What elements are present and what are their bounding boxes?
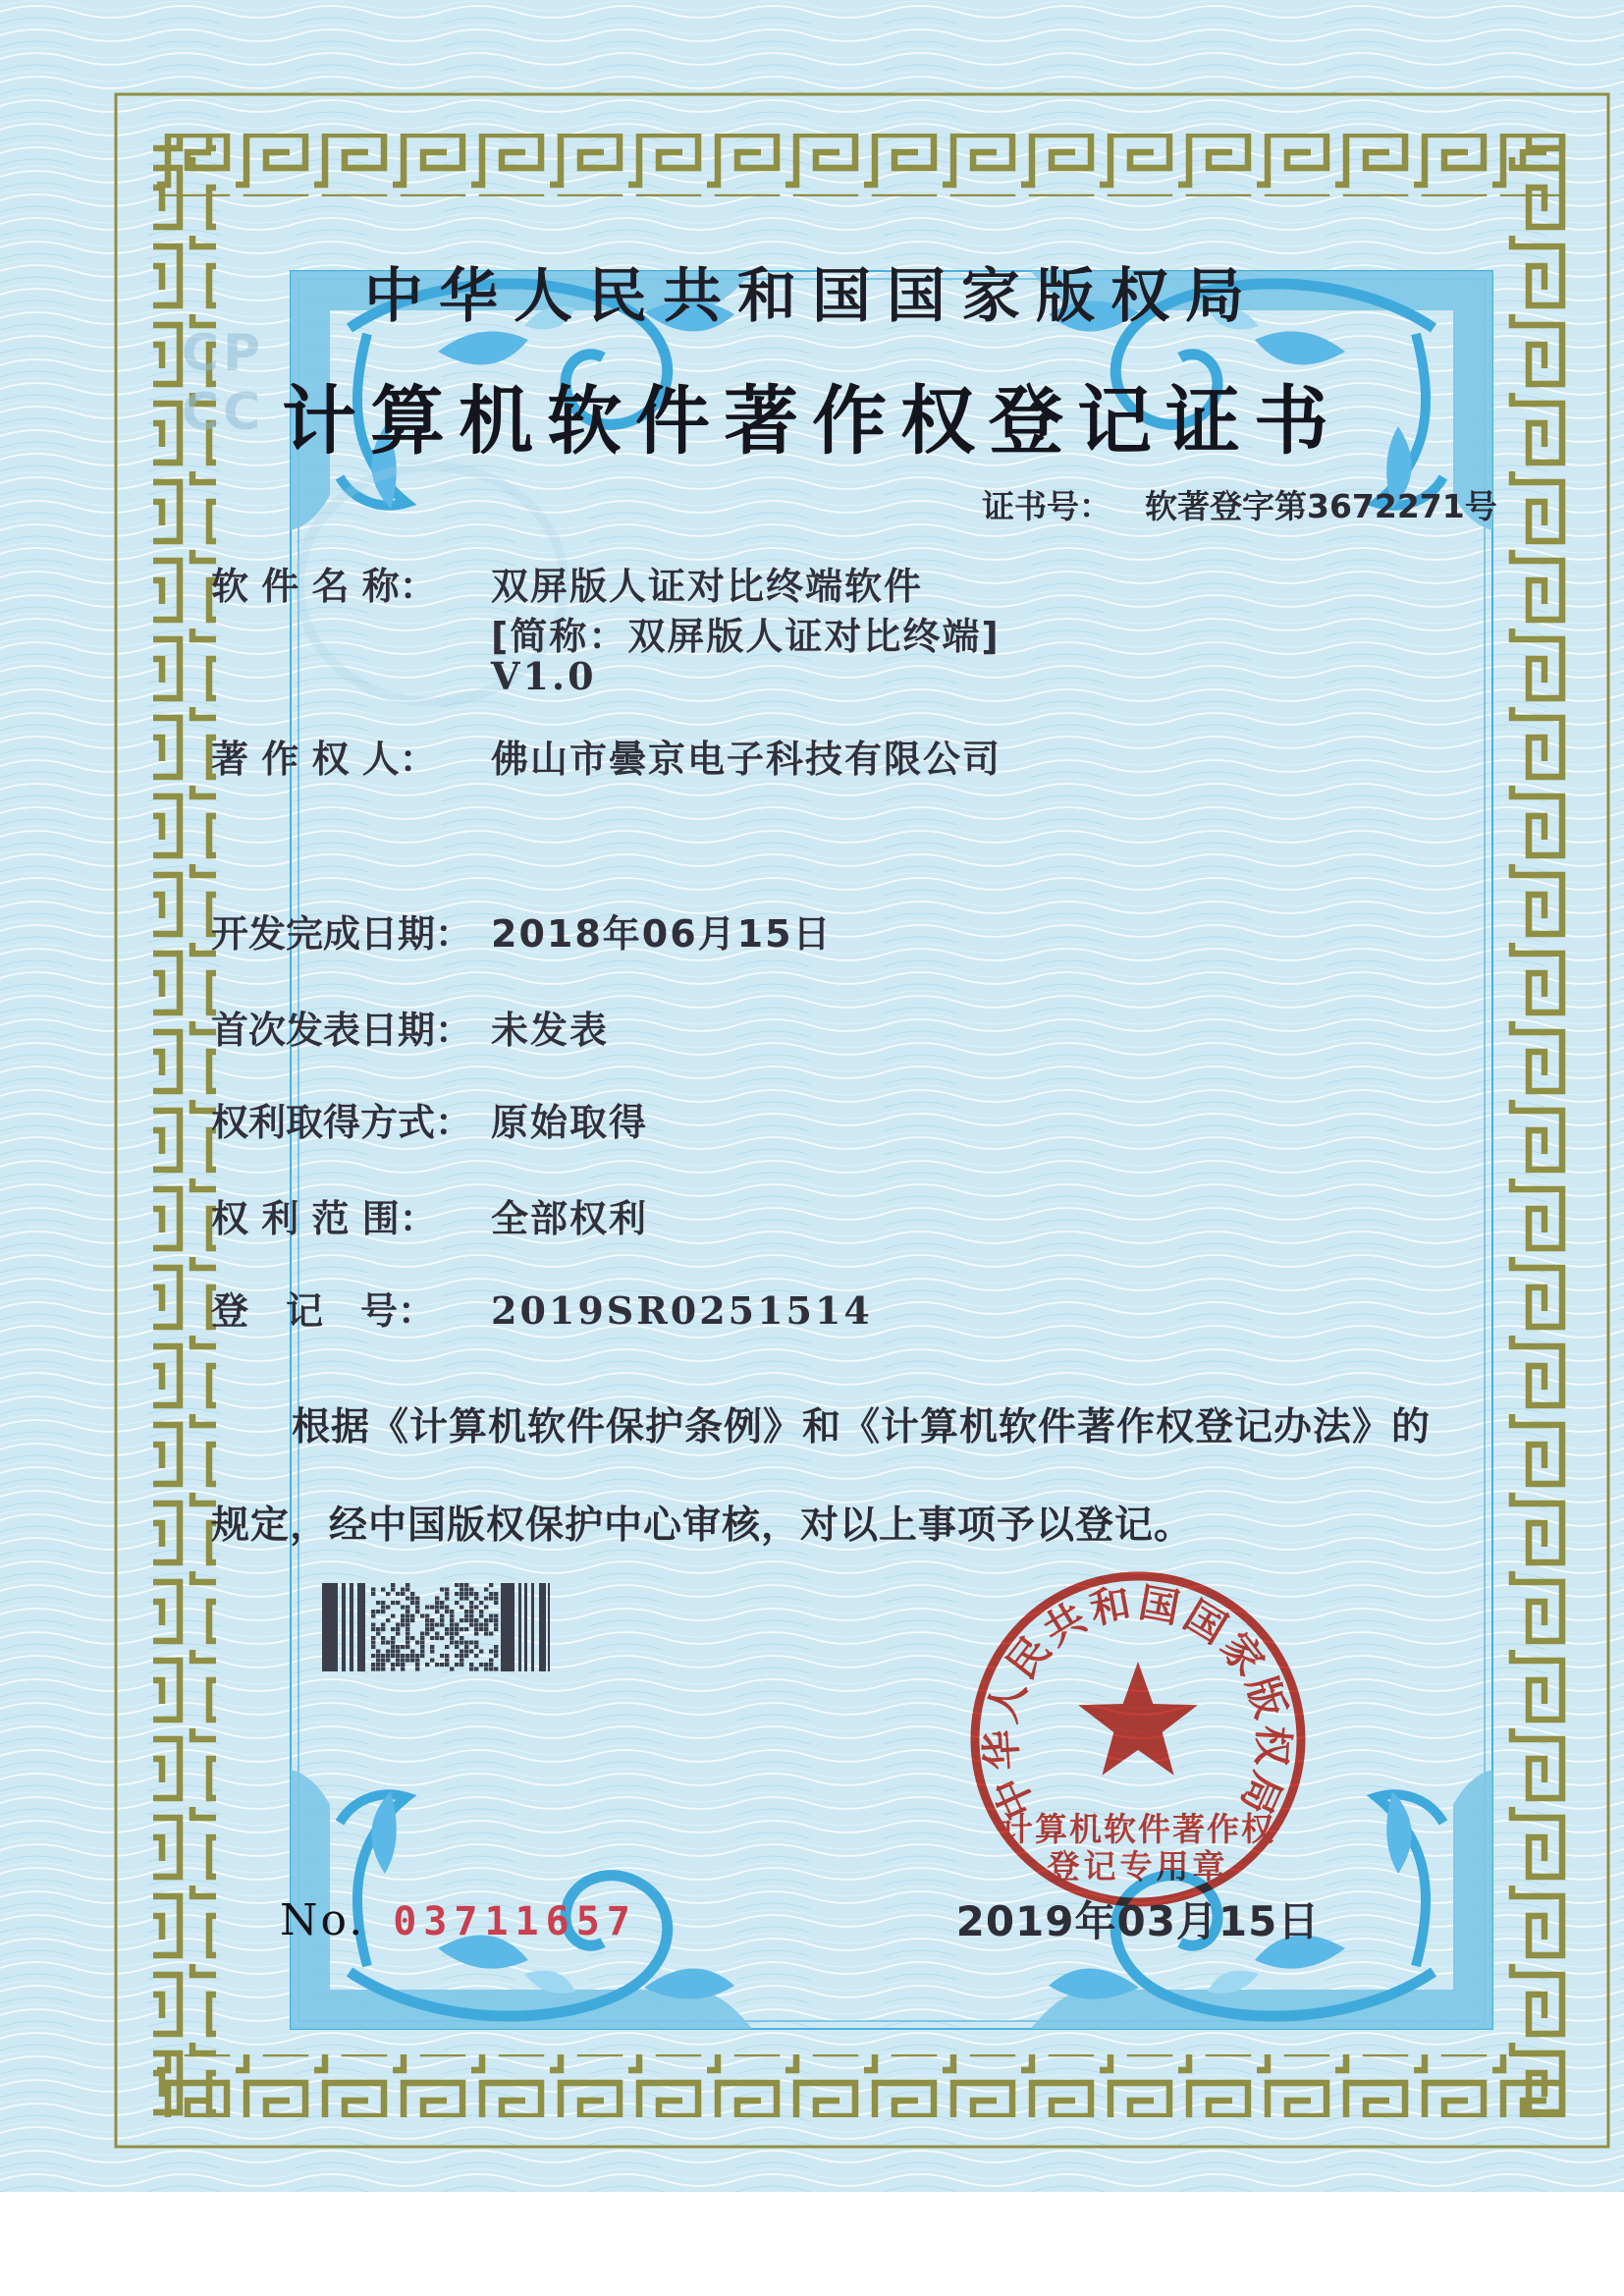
right-scope-label: 权 利 范 围： (211, 1197, 437, 1240)
authority-title: 中华人民共和国国家版权局 (364, 262, 1260, 331)
copyright-owner-value: 佛山市曇京电子科技有限公司 (491, 738, 1002, 781)
certificate-number-label: 证书号： (982, 487, 1111, 525)
seal-inner-line1: 计算机软件著作权 (1001, 1810, 1275, 1848)
dev-complete-date-label: 开发完成日期： (211, 912, 473, 956)
cpcc-watermark-line2: CC (181, 383, 265, 442)
right-acquisition-value: 原始取得 (491, 1101, 649, 1144)
field-registration-no (211, 1281, 873, 1335)
serial-prefix: No. (280, 1895, 366, 1945)
seal-date: 2019年03月15日 (955, 1897, 1321, 1945)
field-first-publish-date (211, 1000, 609, 1054)
field-right-scope (211, 1188, 648, 1242)
field-software-name (211, 556, 923, 610)
cpcc-watermark-line1: CP (181, 324, 265, 383)
software-name-value: 双屏版人证对比终端软件 (491, 565, 924, 608)
certificate-number-value: 软著登字第3672271号 (1145, 487, 1497, 525)
software-name-label: 软 件 名 称： (211, 565, 437, 608)
seal-inner-line2: 登记专用章 (1047, 1847, 1229, 1886)
field-dev-complete-date (211, 903, 833, 957)
field-right-acquisition (211, 1092, 648, 1146)
registration-no-value: 2019SR0251514 (491, 1288, 873, 1333)
statement-line2: 规定，经中国版权保护中心审核，对以上事项予以登记。 (211, 1503, 1194, 1548)
seal-star-icon (1078, 1662, 1198, 1776)
scan-edge-strip (0, 2192, 1624, 2296)
seal-ring-text: 中华人民共和国国家版权局 (976, 1578, 1298, 1826)
right-acquisition-label: 权利取得方式： (211, 1101, 473, 1144)
certificate-title: 计算机软件著作权登记证书 (282, 377, 1342, 465)
serial-line (280, 1895, 637, 1945)
software-name-shortname: [简称：双屏版人证对比终端] (491, 615, 1001, 658)
copyright-owner-label: 著 作 权 人： (211, 738, 437, 781)
serial-number: 03711657 (393, 1899, 637, 1944)
software-name-version: V1.0 (491, 654, 597, 698)
field-copyright-owner (211, 729, 1001, 783)
official-seal (946, 1550, 1330, 1935)
registration-no-label: 登 记 号： (211, 1289, 436, 1333)
barcode (322, 1583, 550, 1671)
first-publish-date-label: 首次发表日期： (211, 1009, 473, 1052)
statement-line1: 根据《计算机软件保护条例》和《计算机软件著作权登记办法》的 (292, 1405, 1432, 1449)
certificate-number-line (982, 481, 1497, 527)
right-scope-value: 全部权利 (491, 1197, 649, 1240)
dev-complete-date-value: 2018年06月15日 (491, 912, 833, 956)
first-publish-date-value: 未发表 (491, 1009, 610, 1052)
